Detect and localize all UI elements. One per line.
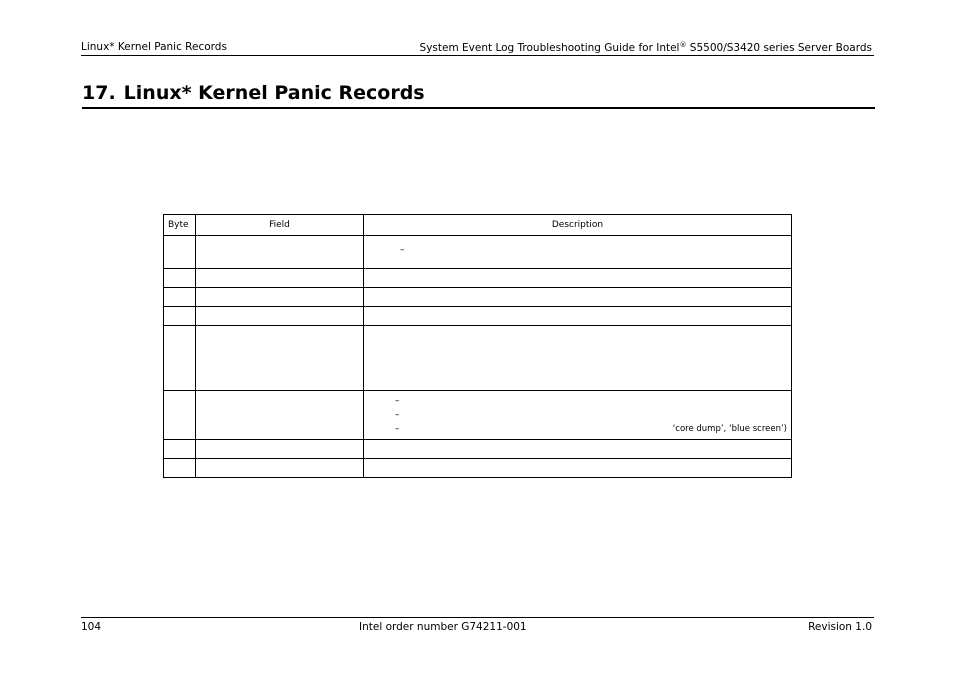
field-cell <box>196 288 364 307</box>
running-header-right <box>420 41 872 54</box>
column-header-description: Description <box>364 215 792 236</box>
page-number: 104 <box>81 621 102 633</box>
registered-mark: ® <box>679 41 687 49</box>
byte-cell <box>164 440 196 459</box>
running-header-left: Linux* Kernel Panic Records <box>81 41 227 53</box>
dash-bullet: – <box>395 424 400 434</box>
field-cell <box>196 440 364 459</box>
table-row <box>164 391 792 440</box>
byte-cell <box>164 459 196 478</box>
description-cell <box>364 269 792 288</box>
field-cell <box>196 236 364 269</box>
bullet-line <box>368 243 787 257</box>
byte-cell <box>164 307 196 326</box>
table-row <box>164 326 792 391</box>
byte-cell <box>164 326 196 391</box>
header-right-prefix: System Event Log Troubleshooting Guide for Intel <box>419 42 680 54</box>
section-title-text: Linux* Kernel Panic Records <box>123 82 425 104</box>
byte-cell <box>164 391 196 440</box>
bullet-line <box>368 394 787 408</box>
dash-bullet: – <box>400 245 405 255</box>
bullet-text: ‘core dump’, ‘blue screen’) <box>672 424 787 434</box>
bullet-line <box>368 422 787 436</box>
table-row <box>164 459 792 478</box>
description-cell <box>364 288 792 307</box>
description-cell <box>364 459 792 478</box>
field-cell <box>196 269 364 288</box>
description-cell <box>364 440 792 459</box>
field-cell <box>196 391 364 440</box>
section-title <box>82 82 425 104</box>
table-row <box>164 236 792 269</box>
dash-bullet: – <box>395 410 400 420</box>
title-rule <box>82 107 875 109</box>
field-cell <box>196 459 364 478</box>
column-header-field: Field <box>196 215 364 236</box>
section-number: 17. <box>82 82 116 104</box>
footer-rule <box>81 617 874 618</box>
table-row <box>164 288 792 307</box>
dash-bullet: – <box>395 396 400 406</box>
revision-label: Revision 1.0 <box>808 621 872 633</box>
description-cell <box>364 326 792 391</box>
byte-cell <box>164 288 196 307</box>
column-header-byte: Byte <box>164 215 196 236</box>
table-row <box>164 269 792 288</box>
table-row <box>164 440 792 459</box>
table-row <box>164 307 792 326</box>
bullet-line <box>368 408 787 422</box>
header-right-suffix: S5500/S3420 series Server Boards <box>686 42 872 54</box>
description-cell <box>364 236 792 269</box>
field-cell <box>196 307 364 326</box>
description-cell <box>364 307 792 326</box>
kernel-panic-record-table <box>163 214 792 478</box>
field-cell <box>196 326 364 391</box>
description-cell <box>364 391 792 440</box>
order-number: Intel order number G74211-001 <box>359 621 527 633</box>
byte-cell <box>164 236 196 269</box>
table-header-row <box>164 215 792 236</box>
byte-cell <box>164 269 196 288</box>
header-rule <box>81 55 874 56</box>
